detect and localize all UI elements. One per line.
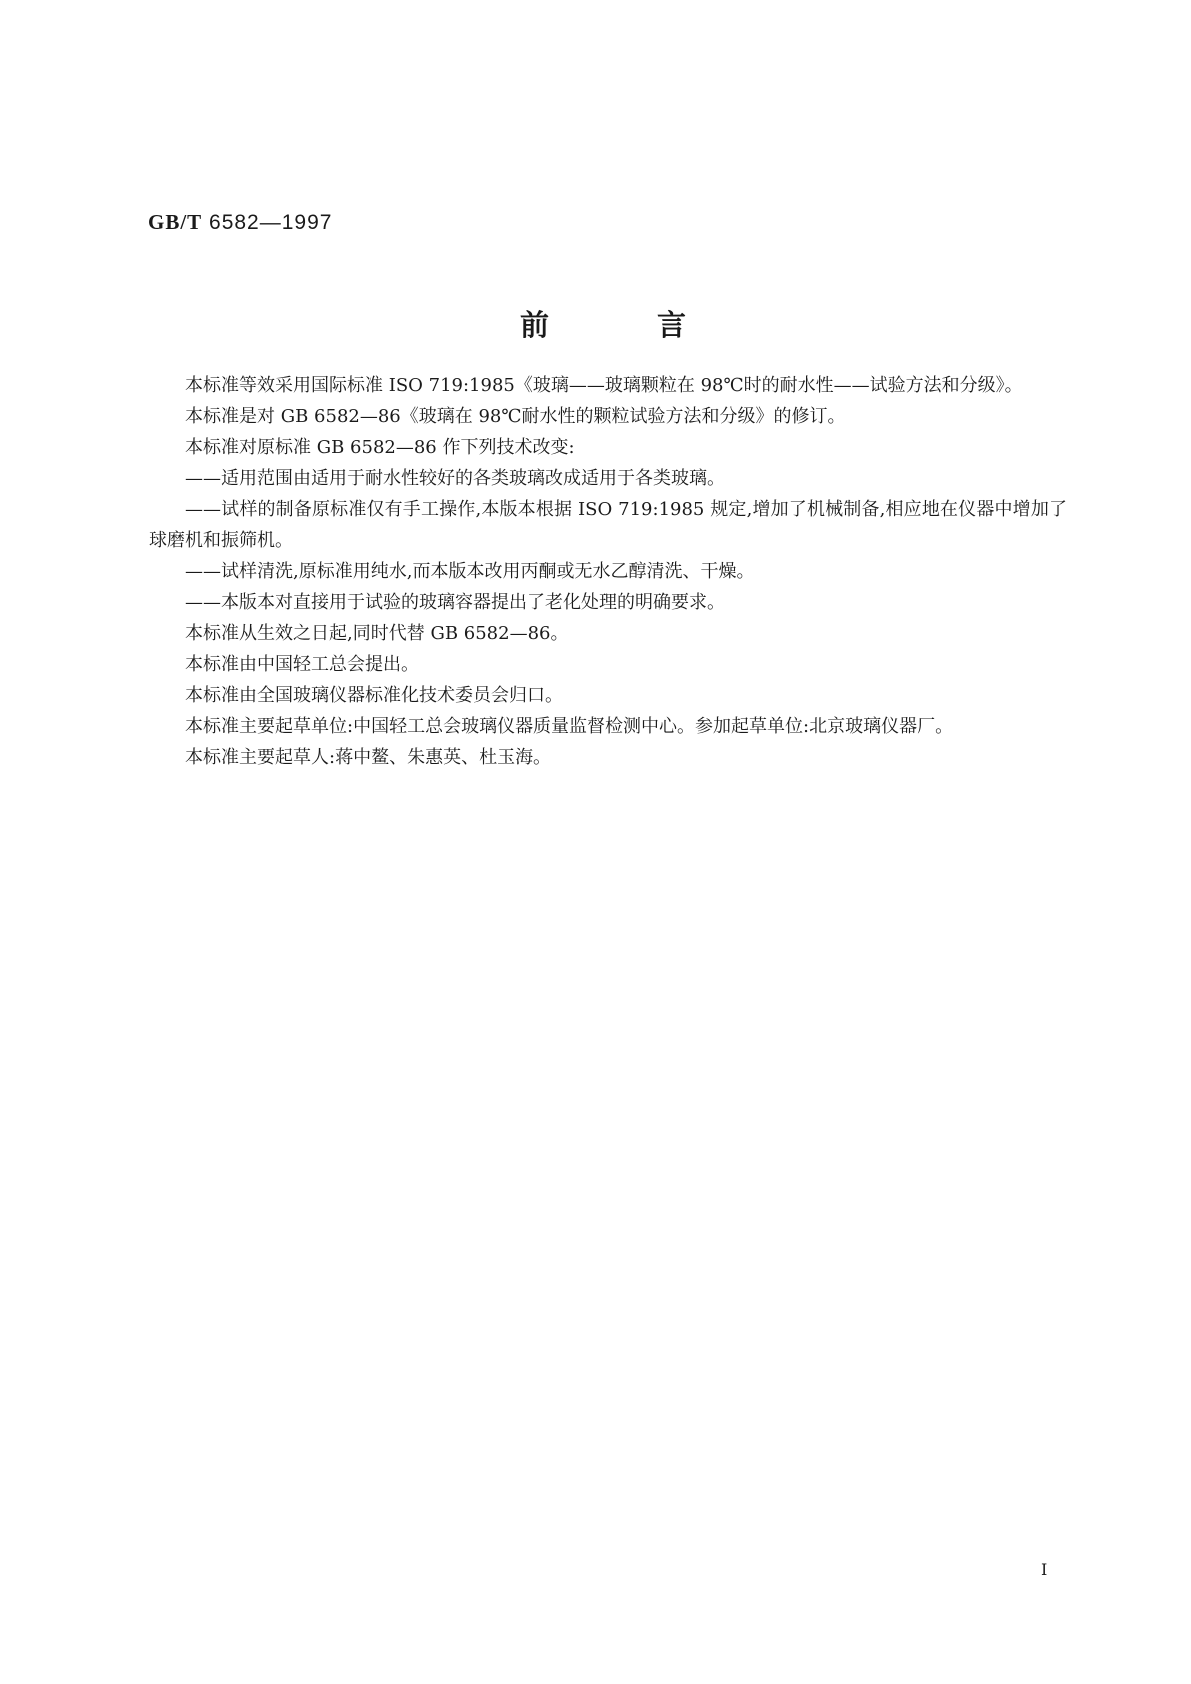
list-item: ——试样清洗,原标准用纯水,而本版本改用丙酮或无水乙醇清洗、干燥。 <box>185 561 755 582</box>
foreword-body <box>149 370 1067 773</box>
paragraph: 本标准对原标准 GB 6582—86 作下列技术改变: <box>185 437 575 458</box>
list-item: ——适用范围由适用于耐水性较好的各类玻璃改成适用于各类玻璃。 <box>185 468 725 489</box>
paragraph: 本标准主要起草单位:中国轻工总会玻璃仪器质量监督检测中心。参加起草单位:北京玻璃仪器厂。 <box>185 716 954 737</box>
paragraph: 本标准是对 GB 6582—86《玻璃在 98℃耐水性的颗粒试验方法和分级》的修订。 <box>185 406 846 427</box>
standard-prefix: GB/T <box>148 210 203 234</box>
list-item: ——试样的制备原标准仅有手工操作,本版本根据 ISO 719:1985 规定,增加了机械制备,相应地在仪器中增加了球磨机和振筛机。 <box>149 499 1067 551</box>
paragraph: 本标准从生效之日起,同时代替 GB 6582—86。 <box>185 623 569 644</box>
section-title <box>520 303 686 344</box>
section-title-part-2: 言 <box>657 308 687 342</box>
list-item: ——本版本对直接用于试验的玻璃容器提出了老化处理的明确要求。 <box>185 592 725 613</box>
page-number: I <box>1041 1560 1048 1579</box>
standard-number: 6582—1997 <box>202 211 333 234</box>
paragraph: 本标准主要起草人:蒋中鳌、朱惠英、杜玉海。 <box>185 747 552 768</box>
paragraph: 本标准由全国玻璃仪器标准化技术委员会归口。 <box>185 685 563 706</box>
section-title-part-1: 前 <box>520 308 550 342</box>
paragraph: 本标准由中国轻工总会提出。 <box>185 654 419 675</box>
standard-code <box>148 210 332 235</box>
paragraph: 本标准等效采用国际标准 ISO 719:1985《玻璃——玻璃颗粒在 98℃时的耐水性——试验方法和分级》。 <box>185 375 1023 396</box>
